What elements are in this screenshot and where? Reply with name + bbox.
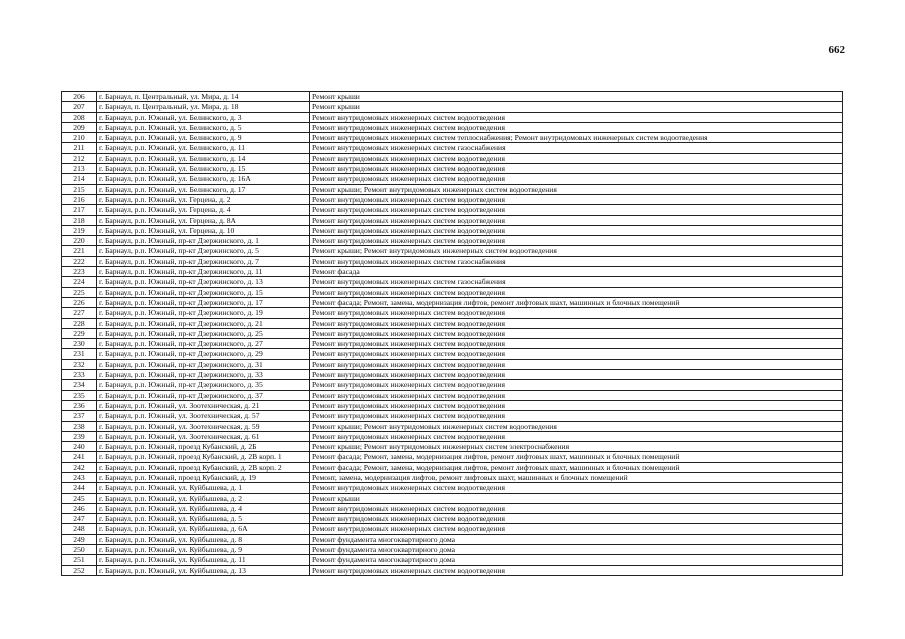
row-number-cell: 224 bbox=[62, 277, 97, 287]
table-row bbox=[62, 122, 843, 132]
row-number-cell: 252 bbox=[62, 565, 97, 575]
row-number-cell: 217 bbox=[62, 205, 97, 215]
work-type-cell: Ремонт внутридомовых инженерных систем водоотведения bbox=[310, 349, 843, 359]
address-cell: г. Барнаул, р.п. Южный, пр-кт Дзержинского, д. 31 bbox=[97, 359, 310, 369]
address-cell: г. Барнаул, р.п. Южный, ул. Куйбышева, д. 5 bbox=[97, 514, 310, 524]
table-row bbox=[62, 205, 843, 215]
work-type-cell: Ремонт внутридомовых инженерных систем водоотведения bbox=[310, 287, 843, 297]
address-cell: г. Барнаул, р.п. Южный, ул. Белинского, д. 11 bbox=[97, 143, 310, 153]
address-cell: г. Барнаул, п. Центральный, ул. Мира, д. 18 bbox=[97, 102, 310, 112]
address-cell: г. Барнаул, р.п. Южный, пр-кт Дзержинского, д. 21 bbox=[97, 318, 310, 328]
row-number-cell: 215 bbox=[62, 184, 97, 194]
table-row bbox=[62, 472, 843, 482]
row-number-cell: 220 bbox=[62, 236, 97, 246]
work-type-cell: Ремонт внутридомовых инженерных систем водоотведения bbox=[310, 308, 843, 318]
address-cell: г. Барнаул, р.п. Южный, пр-кт Дзержинского, д. 13 bbox=[97, 277, 310, 287]
work-type-cell: Ремонт внутридомовых инженерных систем водоотведения bbox=[310, 194, 843, 204]
work-type-cell: Ремонт внутридомовых инженерных систем газоснабжения bbox=[310, 143, 843, 153]
row-number-cell: 213 bbox=[62, 164, 97, 174]
table-row bbox=[62, 297, 843, 307]
work-type-cell: Ремонт внутридомовых инженерных систем водоотведения bbox=[310, 431, 843, 441]
address-cell: г. Барнаул, р.п. Южный, ул. Белинского, д. 3 bbox=[97, 112, 310, 122]
work-type-cell: Ремонт фасада bbox=[310, 267, 843, 277]
row-number-cell: 235 bbox=[62, 390, 97, 400]
work-type-cell: Ремонт внутридомовых инженерных систем водоотведения bbox=[310, 524, 843, 534]
address-cell: г. Барнаул, р.п. Южный, пр-кт Дзержинского, д. 27 bbox=[97, 339, 310, 349]
work-type-cell: Ремонт внутридомовых инженерных систем водоотведения bbox=[310, 328, 843, 338]
work-type-cell: Ремонт фундамента многоквартирного дома bbox=[310, 545, 843, 555]
row-number-cell: 248 bbox=[62, 524, 97, 534]
row-number-cell: 243 bbox=[62, 472, 97, 482]
address-cell: г. Барнаул, р.п. Южный, пр-кт Дзержинского, д. 25 bbox=[97, 328, 310, 338]
work-type-cell: Ремонт внутридомовых инженерных систем водоотведения bbox=[310, 236, 843, 246]
work-type-cell: Ремонт крыши bbox=[310, 493, 843, 503]
table-row bbox=[62, 349, 843, 359]
address-cell: г. Барнаул, р.п. Южный, ул. Белинского, д. 5 bbox=[97, 122, 310, 132]
row-number-cell: 245 bbox=[62, 493, 97, 503]
table-row bbox=[62, 493, 843, 503]
address-cell: г. Барнаул, р.п. Южный, ул. Зоотехническая, д. 61 bbox=[97, 431, 310, 441]
table-row bbox=[62, 236, 843, 246]
row-number-cell: 227 bbox=[62, 308, 97, 318]
table-row bbox=[62, 534, 843, 544]
work-type-cell: Ремонт фундамента многоквартирного дома bbox=[310, 534, 843, 544]
address-cell: г. Барнаул, р.п. Южный, проезд Кубанский, д. 19 bbox=[97, 472, 310, 482]
work-type-cell: Ремонт внутридомовых инженерных систем водоотведения bbox=[310, 225, 843, 235]
table-row bbox=[62, 452, 843, 462]
work-type-cell: Ремонт внутридомовых инженерных систем водоотведения bbox=[310, 390, 843, 400]
work-type-cell: Ремонт крыши; Ремонт внутридомовых инженерных систем электроснабжения bbox=[310, 442, 843, 452]
work-type-cell: Ремонт внутридомовых инженерных систем водоотведения bbox=[310, 339, 843, 349]
row-number-cell: 216 bbox=[62, 194, 97, 204]
row-number-cell: 236 bbox=[62, 400, 97, 410]
table-row bbox=[62, 143, 843, 153]
table-row bbox=[62, 555, 843, 565]
work-type-cell: Ремонт внутридомовых инженерных систем водоотведения bbox=[310, 514, 843, 524]
work-type-cell: Ремонт внутридомовых инженерных систем теплоснабжения; Ремонт внутридомовых инженерных систем водоотведения bbox=[310, 133, 843, 143]
row-number-cell: 214 bbox=[62, 174, 97, 184]
table-row bbox=[62, 339, 843, 349]
address-cell: г. Барнаул, р.п. Южный, ул. Зоотехническая, д. 59 bbox=[97, 421, 310, 431]
row-number-cell: 250 bbox=[62, 545, 97, 555]
address-cell: г. Барнаул, р.п. Южный, пр-кт Дзержинского, д. 19 bbox=[97, 308, 310, 318]
table-row bbox=[62, 215, 843, 225]
row-number-cell: 209 bbox=[62, 122, 97, 132]
row-number-cell: 242 bbox=[62, 462, 97, 472]
table-body bbox=[62, 92, 843, 576]
work-type-cell: Ремонт крыши bbox=[310, 102, 843, 112]
address-cell: г. Барнаул, р.п. Южный, пр-кт Дзержинского, д. 17 bbox=[97, 297, 310, 307]
table-row bbox=[62, 153, 843, 163]
address-cell: г. Барнаул, р.п. Южный, ул. Куйбышева, д. 9 bbox=[97, 545, 310, 555]
work-type-cell: Ремонт крыши bbox=[310, 92, 843, 102]
work-type-cell: Ремонт внутридомовых инженерных систем газоснабжения bbox=[310, 256, 843, 266]
row-number-cell: 247 bbox=[62, 514, 97, 524]
row-number-cell: 233 bbox=[62, 370, 97, 380]
table-row bbox=[62, 318, 843, 328]
row-number-cell: 225 bbox=[62, 287, 97, 297]
address-cell: г. Барнаул, р.п. Южный, ул. Белинского, д. 9 bbox=[97, 133, 310, 143]
work-type-cell: Ремонт внутридомовых инженерных систем водоотведения bbox=[310, 153, 843, 163]
work-type-cell: Ремонт внутридомовых инженерных систем водоотведения bbox=[310, 565, 843, 575]
address-cell: г. Барнаул, п. Центральный, ул. Мира, д. 14 bbox=[97, 92, 310, 102]
table-row bbox=[62, 102, 843, 112]
row-number-cell: 237 bbox=[62, 411, 97, 421]
work-type-cell: Ремонт внутридомовых инженерных систем водоотведения bbox=[310, 318, 843, 328]
address-cell: г. Барнаул, р.п. Южный, ул. Куйбышева, д. 8 bbox=[97, 534, 310, 544]
row-number-cell: 211 bbox=[62, 143, 97, 153]
row-number-cell: 246 bbox=[62, 503, 97, 513]
table-row bbox=[62, 431, 843, 441]
address-cell: г. Барнаул, р.п. Южный, ул. Куйбышева, д. 1 bbox=[97, 483, 310, 493]
table-row bbox=[62, 411, 843, 421]
work-type-cell: Ремонт внутридомовых инженерных систем водоотведения bbox=[310, 411, 843, 421]
work-type-cell: Ремонт внутридомовых инженерных систем водоотведения bbox=[310, 112, 843, 122]
work-type-cell: Ремонт крыши; Ремонт внутридомовых инженерных систем водоотведения bbox=[310, 184, 843, 194]
work-type-cell: Ремонт внутридомовых инженерных систем водоотведения bbox=[310, 370, 843, 380]
address-cell: г. Барнаул, р.п. Южный, ул. Куйбышева, д. 2 bbox=[97, 493, 310, 503]
work-type-cell: Ремонт фундамента многоквартирного дома bbox=[310, 555, 843, 565]
address-cell: г. Барнаул, р.п. Южный, ул. Герцена, д. 2 bbox=[97, 194, 310, 204]
row-number-cell: 207 bbox=[62, 102, 97, 112]
row-number-cell: 228 bbox=[62, 318, 97, 328]
row-number-cell: 219 bbox=[62, 225, 97, 235]
work-type-cell: Ремонт внутридомовых инженерных систем водоотведения bbox=[310, 380, 843, 390]
address-cell: г. Барнаул, р.п. Южный, пр-кт Дзержинского, д. 1 bbox=[97, 236, 310, 246]
address-cell: г. Барнаул, р.п. Южный, пр-кт Дзержинского, д. 15 bbox=[97, 287, 310, 297]
work-type-cell: Ремонт внутридомовых инженерных систем водоотведения bbox=[310, 122, 843, 132]
row-number-cell: 239 bbox=[62, 431, 97, 441]
work-type-cell: Ремонт внутридомовых инженерных систем водоотведения bbox=[310, 205, 843, 215]
work-type-cell: Ремонт внутридомовых инженерных систем водоотведения bbox=[310, 174, 843, 184]
work-type-cell: Ремонт внутридомовых инженерных систем водоотведения bbox=[310, 164, 843, 174]
address-cell: г. Барнаул, р.п. Южный, пр-кт Дзержинского, д. 33 bbox=[97, 370, 310, 380]
table-row bbox=[62, 462, 843, 472]
address-cell: г. Барнаул, р.п. Южный, пр-кт Дзержинского, д. 7 bbox=[97, 256, 310, 266]
address-cell: г. Барнаул, р.п. Южный, проезд Кубанский, д. 2В корп. 1 bbox=[97, 452, 310, 462]
work-type-cell: Ремонт крыши; Ремонт внутридомовых инженерных систем водоотведения bbox=[310, 421, 843, 431]
address-cell: г. Барнаул, р.п. Южный, ул. Белинского, д. 16А bbox=[97, 174, 310, 184]
table-row bbox=[62, 328, 843, 338]
address-cell: г. Барнаул, р.п. Южный, ул. Герцена, д. 4 bbox=[97, 205, 310, 215]
address-cell: г. Барнаул, р.п. Южный, пр-кт Дзержинского, д. 29 bbox=[97, 349, 310, 359]
table-row bbox=[62, 92, 843, 102]
table-row bbox=[62, 133, 843, 143]
table-row bbox=[62, 287, 843, 297]
address-cell: г. Барнаул, р.п. Южный, ул. Куйбышева, д. 13 bbox=[97, 565, 310, 575]
repair-schedule-table bbox=[61, 91, 843, 576]
work-type-cell: Ремонт фасада; Ремонт, замена, модернизация лифтов, ремонт лифтовых шахт, машинных и блочных помещений bbox=[310, 297, 843, 307]
table-row bbox=[62, 277, 843, 287]
address-cell: г. Барнаул, р.п. Южный, ул. Белинского, д. 14 bbox=[97, 153, 310, 163]
work-type-cell: Ремонт внутридомовых инженерных систем водоотведения bbox=[310, 503, 843, 513]
row-number-cell: 241 bbox=[62, 452, 97, 462]
table-row bbox=[62, 225, 843, 235]
table-row bbox=[62, 174, 843, 184]
row-number-cell: 230 bbox=[62, 339, 97, 349]
table-row bbox=[62, 390, 843, 400]
work-type-cell: Ремонт внутридомовых инженерных систем водоотведения bbox=[310, 215, 843, 225]
address-cell: г. Барнаул, р.п. Южный, пр-кт Дзержинского, д. 11 bbox=[97, 267, 310, 277]
work-type-cell: Ремонт внутридомовых инженерных систем газоснабжения bbox=[310, 277, 843, 287]
table-row bbox=[62, 256, 843, 266]
table-row bbox=[62, 308, 843, 318]
table-row bbox=[62, 380, 843, 390]
work-type-cell: Ремонт внутридомовых инженерных систем водоотведения bbox=[310, 483, 843, 493]
address-cell: г. Барнаул, р.п. Южный, пр-кт Дзержинского, д. 35 bbox=[97, 380, 310, 390]
table-row bbox=[62, 524, 843, 534]
table-row bbox=[62, 359, 843, 369]
table-row bbox=[62, 421, 843, 431]
work-type-cell: Ремонт крыши; Ремонт внутридомовых инженерных систем водоотведения bbox=[310, 246, 843, 256]
table-row bbox=[62, 545, 843, 555]
address-cell: г. Барнаул, р.п. Южный, ул. Куйбышева, д. 6А bbox=[97, 524, 310, 534]
address-cell: г. Барнаул, р.п. Южный, ул. Белинского, д. 17 bbox=[97, 184, 310, 194]
row-number-cell: 208 bbox=[62, 112, 97, 122]
row-number-cell: 229 bbox=[62, 328, 97, 338]
address-cell: г. Барнаул, р.п. Южный, ул. Герцена, д. 10 bbox=[97, 225, 310, 235]
row-number-cell: 231 bbox=[62, 349, 97, 359]
address-cell: г. Барнаул, р.п. Южный, проезд Кубанский, д. 2Б bbox=[97, 442, 310, 452]
row-number-cell: 222 bbox=[62, 256, 97, 266]
address-cell: г. Барнаул, р.п. Южный, пр-кт Дзержинского, д. 37 bbox=[97, 390, 310, 400]
address-cell: г. Барнаул, р.п. Южный, ул. Белинского, д. 15 bbox=[97, 164, 310, 174]
page-number: 662 bbox=[828, 44, 845, 56]
work-type-cell: Ремонт внутридомовых инженерных систем водоотведения bbox=[310, 359, 843, 369]
row-number-cell: 234 bbox=[62, 380, 97, 390]
address-cell: г. Барнаул, р.п. Южный, проезд Кубанский, д. 2В корп. 2 bbox=[97, 462, 310, 472]
table-row bbox=[62, 400, 843, 410]
address-cell: г. Барнаул, р.п. Южный, ул. Зоотехническая, д. 57 bbox=[97, 411, 310, 421]
table-row bbox=[62, 503, 843, 513]
table-row bbox=[62, 194, 843, 204]
row-number-cell: 232 bbox=[62, 359, 97, 369]
row-number-cell: 223 bbox=[62, 267, 97, 277]
row-number-cell: 240 bbox=[62, 442, 97, 452]
address-cell: г. Барнаул, р.п. Южный, ул. Зоотехническая, д. 21 bbox=[97, 400, 310, 410]
row-number-cell: 218 bbox=[62, 215, 97, 225]
address-cell: г. Барнаул, р.п. Южный, пр-кт Дзержинского, д. 5 bbox=[97, 246, 310, 256]
table-row bbox=[62, 565, 843, 575]
work-type-cell: Ремонт фасада; Ремонт, замена, модернизация лифтов, ремонт лифтовых шахт, машинных и блочных помещений bbox=[310, 462, 843, 472]
table-row bbox=[62, 370, 843, 380]
row-number-cell: 226 bbox=[62, 297, 97, 307]
row-number-cell: 251 bbox=[62, 555, 97, 565]
row-number-cell: 221 bbox=[62, 246, 97, 256]
address-cell: г. Барнаул, р.п. Южный, ул. Герцена, д. 8А bbox=[97, 215, 310, 225]
table-row bbox=[62, 164, 843, 174]
table-row bbox=[62, 184, 843, 194]
row-number-cell: 249 bbox=[62, 534, 97, 544]
row-number-cell: 212 bbox=[62, 153, 97, 163]
table-row bbox=[62, 112, 843, 122]
address-cell: г. Барнаул, р.п. Южный, ул. Куйбышева, д. 11 bbox=[97, 555, 310, 565]
table-row bbox=[62, 514, 843, 524]
row-number-cell: 238 bbox=[62, 421, 97, 431]
work-type-cell: Ремонт внутридомовых инженерных систем водоотведения bbox=[310, 400, 843, 410]
row-number-cell: 206 bbox=[62, 92, 97, 102]
row-number-cell: 210 bbox=[62, 133, 97, 143]
address-cell: г. Барнаул, р.п. Южный, ул. Куйбышева, д. 4 bbox=[97, 503, 310, 513]
table-row bbox=[62, 442, 843, 452]
table-row bbox=[62, 267, 843, 277]
work-type-cell: Ремонт фасада; Ремонт, замена, модернизация лифтов, ремонт лифтовых шахт, машинных и блочных помещений bbox=[310, 452, 843, 462]
table-row bbox=[62, 246, 843, 256]
table-row bbox=[62, 483, 843, 493]
row-number-cell: 244 bbox=[62, 483, 97, 493]
work-type-cell: Ремонт, замена, модернизация лифтов, ремонт лифтовых шахт, машинных и блочных помещений bbox=[310, 472, 843, 482]
